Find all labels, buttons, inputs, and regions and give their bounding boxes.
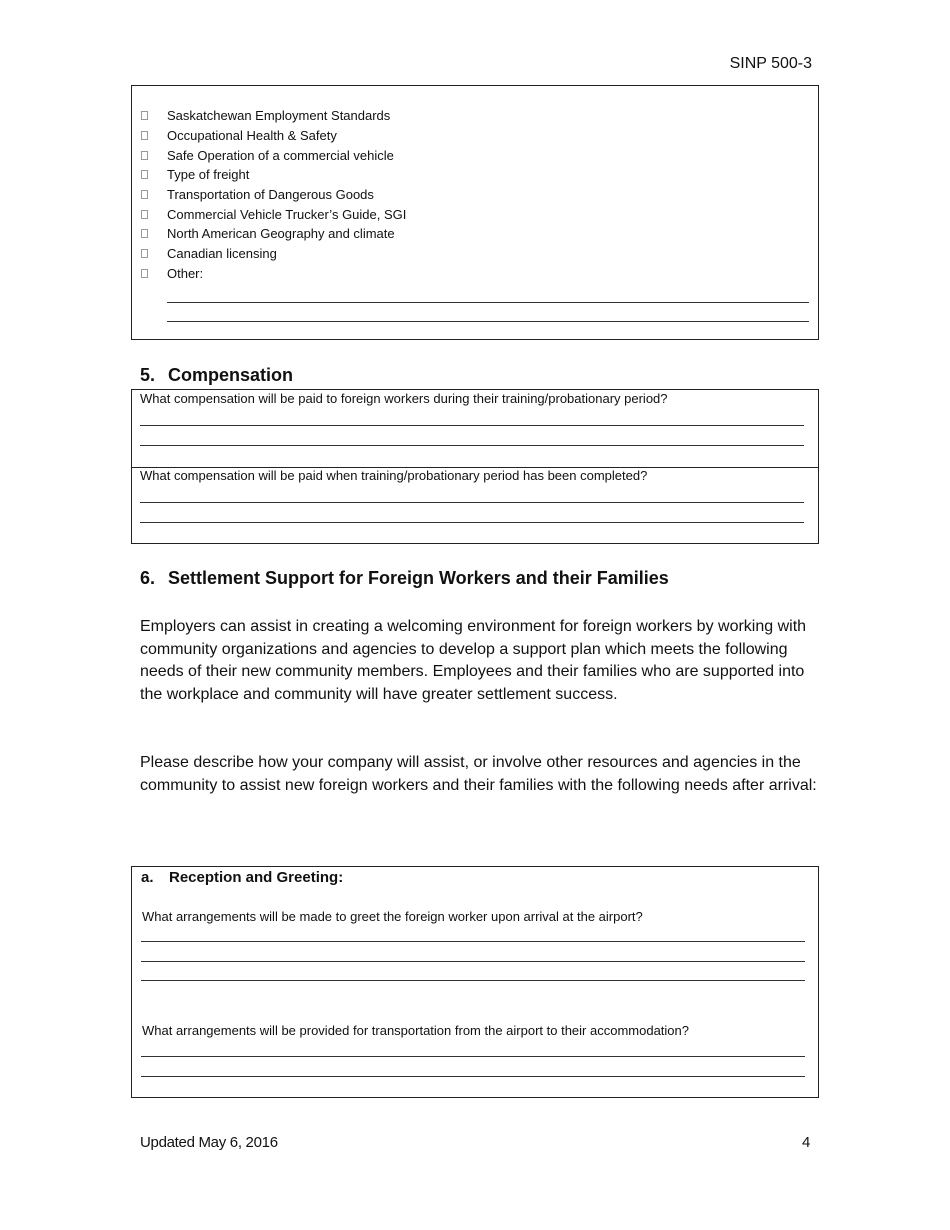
checkbox[interactable] [141, 190, 148, 199]
answer-line[interactable] [140, 445, 804, 446]
checkbox[interactable] [141, 170, 148, 179]
other-answer-line[interactable] [167, 321, 809, 322]
settlement-intro-paragraph: Employers can assist in creating a welcoming environment for foreign workers by working with community organizations and agencies to develop a support plan which meets the following needs of their new community members. Employees and their families who are supported into the workplace and community will have greater settlement success. [140, 618, 807, 703]
answer-line[interactable] [141, 961, 805, 962]
checkbox[interactable] [141, 269, 148, 278]
checkbox[interactable] [141, 131, 148, 140]
section-5-heading: 5. Compensation [140, 365, 294, 385]
answer-line[interactable] [140, 502, 804, 503]
answer-line[interactable] [140, 425, 804, 426]
training-topics-box: Saskatchewan Employment Standards Occupational Health & Safety Safe Operation of a commercial vehicle Type of freight Transportation of Dangerous Goods Commercial Vehicle Trucker’s Guide, SGI North American Geography and climate Canadian licensing Other: [131, 85, 819, 340]
footer-updated-date: Updated May 6, 2016 [140, 1134, 278, 1151]
airport-greeting-question: What arrangements will be made to greet the foreign worker upon arrival at the airport? [142, 909, 643, 924]
reception-heading: a. Reception and Greeting: [141, 869, 344, 886]
other-answer-line[interactable] [167, 302, 809, 303]
answer-line[interactable] [141, 941, 805, 942]
compensation-box [131, 389, 819, 544]
document-code: SINP 500-3 [729, 55, 812, 72]
answer-line[interactable] [141, 1056, 805, 1057]
section-6-heading: 6. Settlement Support for Foreign Workers and their Families [140, 568, 669, 588]
checkbox[interactable] [141, 229, 148, 238]
compensation-question-completed: What compensation will be paid when training/probationary period has been completed? [140, 468, 648, 483]
page-number: 4 [802, 1134, 811, 1151]
answer-line[interactable] [141, 980, 805, 981]
compensation-question-training: What compensation will be paid to foreign workers during their training/probationary period? [140, 391, 668, 406]
checkbox[interactable] [141, 111, 148, 120]
checkbox[interactable] [141, 249, 148, 258]
answer-line[interactable] [141, 1076, 805, 1077]
reception-greeting-box [131, 866, 819, 1098]
settlement-instructions-paragraph: Please describe how your company will assist, or involve other resources and agencies in the community to assist new foreign workers and their families with the following needs after arrival: [140, 754, 817, 794]
answer-line[interactable] [140, 522, 804, 523]
checkbox[interactable] [141, 151, 148, 160]
checkbox[interactable] [141, 210, 148, 219]
airport-transport-question: What arrangements will be provided for transportation from the airport to their accommodation? [142, 1023, 689, 1038]
